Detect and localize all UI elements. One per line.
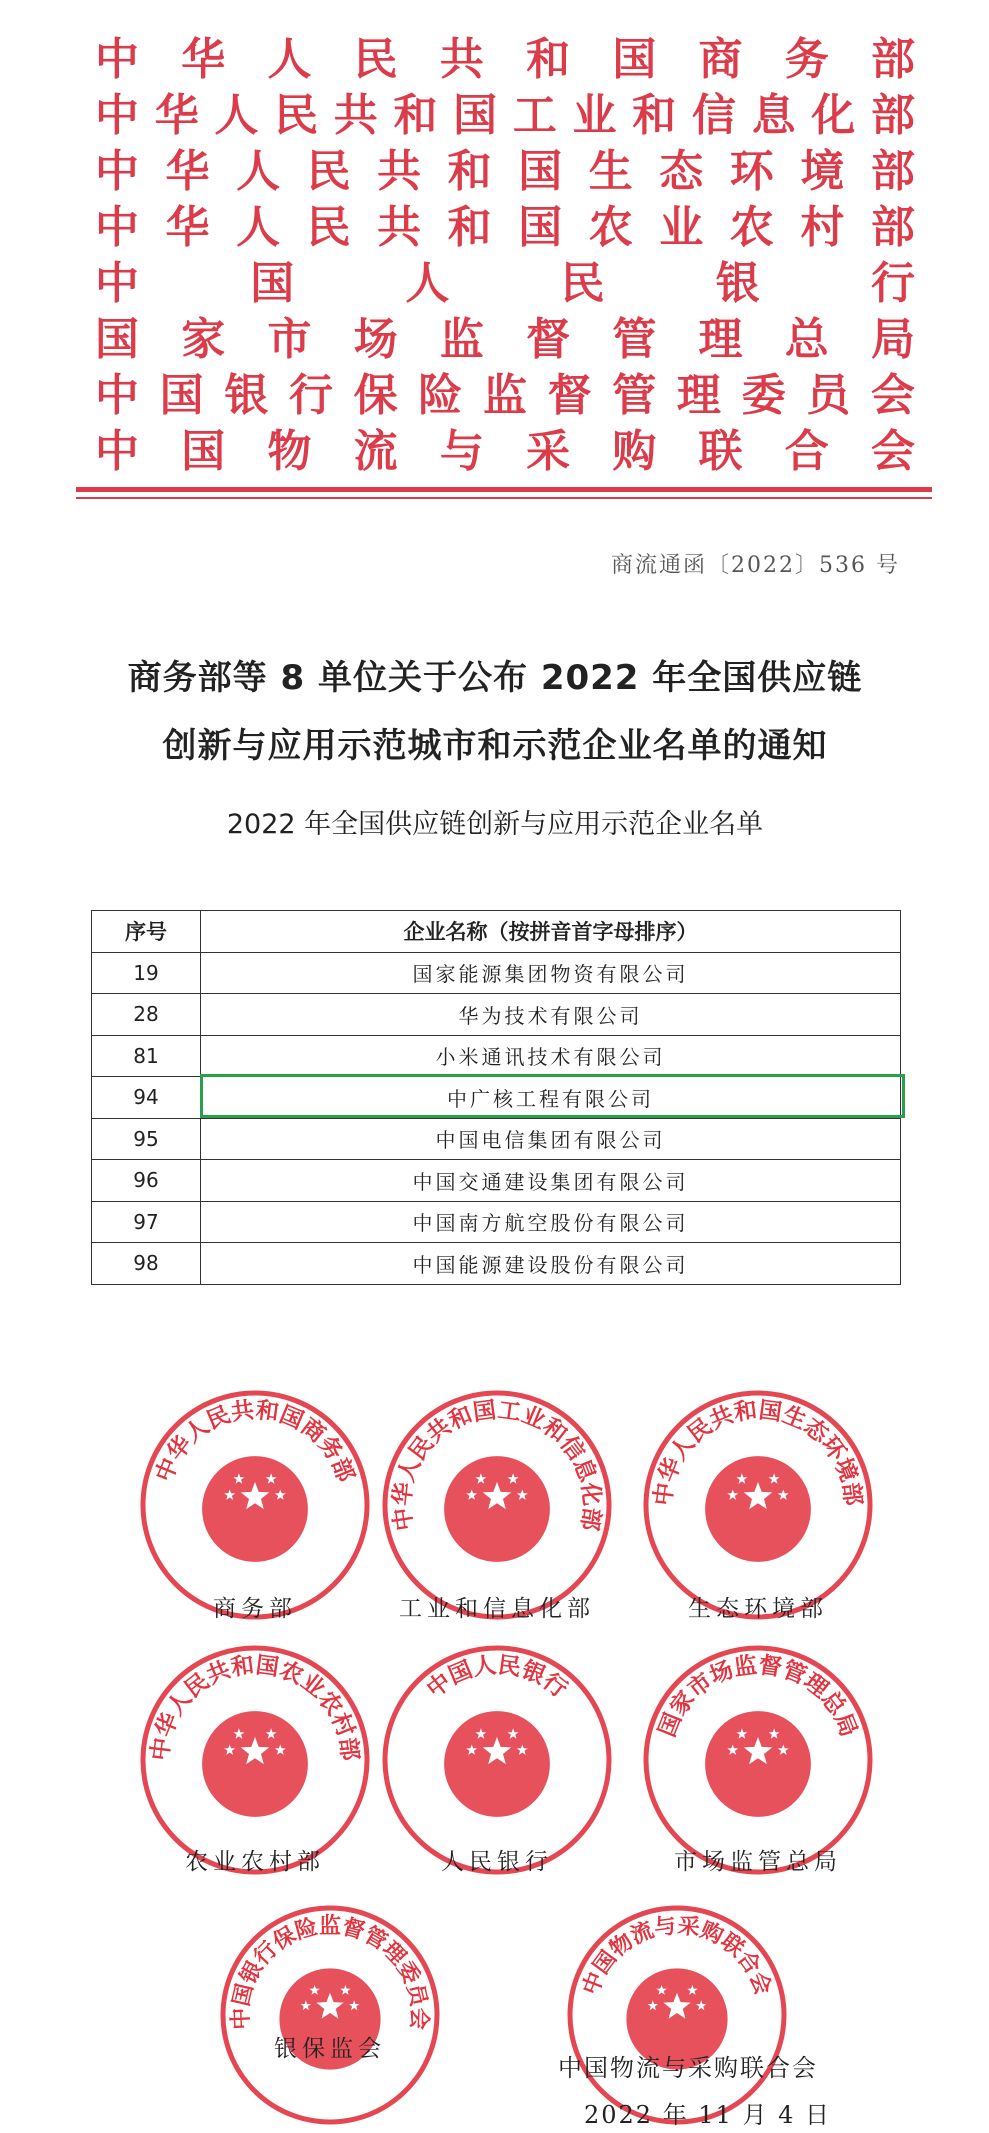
national-emblem-icon	[444, 1711, 550, 1817]
seal-caption: 市场监管总局	[674, 1849, 842, 1875]
seal-caption: 银保监会	[274, 2036, 386, 2062]
issuer-line: 中 国 物 流 与 采 购 联 合 会	[95, 426, 915, 477]
row-enterprise-name: 小米通讯技术有限公司	[201, 1035, 901, 1077]
official-seal	[377, 1640, 617, 1880]
table-header-row	[92, 911, 901, 953]
seal-ring-text: 中国人民银行	[422, 1652, 572, 1704]
closing-date: 2022 年 11 月 4 日	[584, 2101, 832, 2129]
national-emblem-icon	[202, 1456, 308, 1562]
official-seal	[215, 1900, 445, 2130]
table-row	[92, 1243, 901, 1285]
row-number: 19	[92, 952, 201, 994]
list-subtitle: 2022 年全国供应链创新与应用示范企业名单	[226, 809, 764, 840]
official-seal	[135, 1385, 375, 1625]
row-number: 95	[92, 1118, 201, 1160]
row-enterprise-name: 国家能源集团物资有限公司	[201, 952, 901, 994]
table-row	[92, 1035, 901, 1077]
column-header-number: 序号	[92, 911, 201, 953]
row-number: 96	[92, 1160, 201, 1202]
header-rule	[76, 487, 932, 492]
issuer-line: 中 华 人 民 共 和 国 商 务 部	[95, 34, 915, 85]
row-number: 94	[92, 1077, 201, 1119]
national-emblem-icon	[444, 1456, 550, 1562]
row-enterprise-name: 中国南方航空股份有限公司	[201, 1201, 901, 1243]
header-rule-thin	[76, 497, 932, 499]
issuer-line: 中 华 人 民 共 和 国 工 业 和 信 息 化 部	[95, 90, 915, 141]
seal-caption: 农业农村部	[185, 1849, 325, 1875]
table-row	[92, 994, 901, 1036]
official-seal	[638, 1640, 878, 1880]
notice-title-line-1: 商务部等 8 单位关于公布 2022 年全国供应链	[127, 658, 863, 698]
seal-graphic	[215, 1900, 445, 2130]
row-number: 81	[92, 1035, 201, 1077]
document-number: 商流通函〔2022〕536 号	[611, 553, 900, 578]
official-seal	[135, 1640, 375, 1880]
seal-ring-text: 国家市场监督管理总局	[654, 1652, 862, 1741]
seal-ring-text: 中国物流与采购联合会	[578, 1913, 776, 1999]
table-row	[92, 1201, 901, 1243]
row-enterprise-name: 中国电信集团有限公司	[201, 1118, 901, 1160]
official-seal	[638, 1385, 878, 1625]
row-enterprise-name: 中国交通建设集团有限公司	[201, 1160, 901, 1202]
table-row	[92, 1160, 901, 1202]
national-emblem-icon	[705, 1711, 811, 1817]
issuer-line: 中 华 人 民 共 和 国 农 业 农 村 部	[95, 202, 915, 253]
national-emblem-icon	[202, 1711, 308, 1817]
seal-graphic	[135, 1385, 375, 1625]
seal-ring-text: 中华人民共和国农业农村部	[147, 1652, 363, 1763]
official-seal	[377, 1385, 617, 1625]
closing-organisation: 中国物流与采购联合会	[558, 2054, 818, 2082]
row-enterprise-name: 中广核工程有限公司	[201, 1077, 901, 1119]
column-header-name: 企业名称（按拼音首字母排序）	[201, 911, 901, 953]
issuer-line: 中 华 人 民 共 和 国 生 态 环 境 部	[95, 146, 915, 197]
row-enterprise-name: 华为技术有限公司	[201, 994, 901, 1036]
issuer-line: 国 家 市 场 监 督 管 理 总 局	[95, 314, 915, 365]
seal-caption: 生态环境部	[688, 1596, 828, 1622]
table-row	[92, 1118, 901, 1160]
seal-ring-text: 中华人民共和国生态环境部	[650, 1397, 866, 1508]
row-enterprise-name: 中国能源建设股份有限公司	[201, 1243, 901, 1285]
seal-caption: 人民银行	[441, 1849, 553, 1875]
issuer-line: 中 国 人 民 银 行	[95, 258, 915, 309]
row-number: 97	[92, 1201, 201, 1243]
seal-caption: 工业和信息化部	[399, 1596, 595, 1622]
issuer-line: 中 国 银 行 保 险 监 督 管 理 委 员 会	[95, 370, 915, 421]
seal-ring-text: 中国银行保险监督管理委员会	[228, 1914, 432, 2031]
highlight-box	[200, 1074, 905, 1118]
seal-ring-text: 中华人民共和国商务部	[151, 1397, 359, 1486]
national-emblem-icon	[705, 1456, 811, 1562]
seal-ring-text: 中华人民共和国工业和信息化部	[389, 1397, 605, 1533]
row-number: 28	[92, 994, 201, 1036]
issuer-header	[95, 32, 915, 480]
notice-title-line-2: 创新与应用示范城市和示范企业名单的通知	[162, 726, 828, 766]
seal-graphic	[638, 1385, 878, 1625]
seal-graphic	[377, 1385, 617, 1625]
row-number: 98	[92, 1243, 201, 1285]
table-row	[92, 952, 901, 994]
seal-caption: 商务部	[213, 1596, 297, 1622]
